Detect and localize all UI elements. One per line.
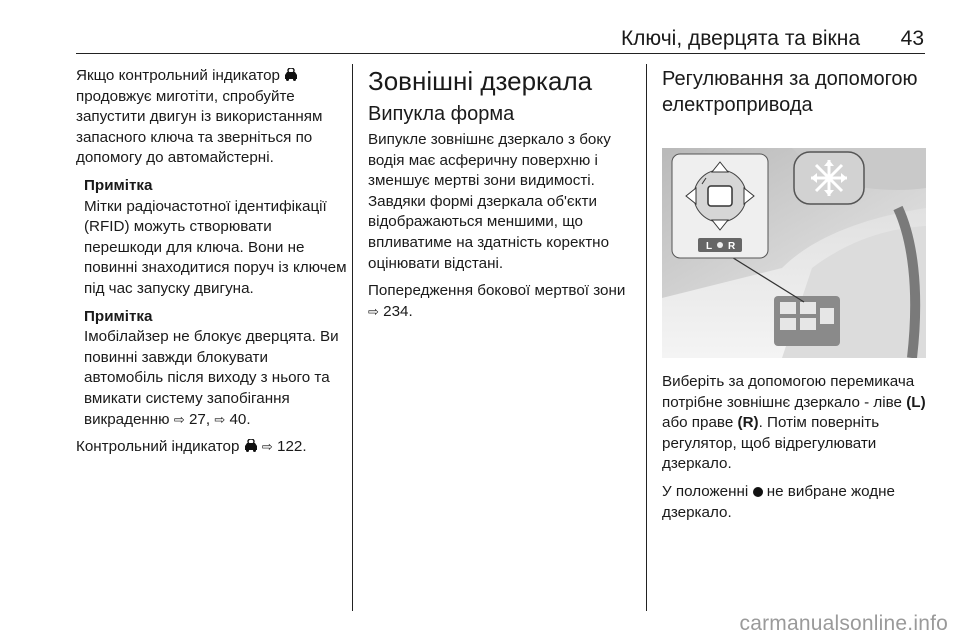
paragraph: Випукле зовнішнє дзеркало з боку водія має асферичну поверхню і зменшує мертві зони видимості. Завдяки формі дзеркала об'єкти відображаються меншими, що впливатиме на здатність коректно оцінювати відстані.: [368, 131, 611, 272]
column-3-text: [662, 372, 926, 530]
column-divider-1: [352, 64, 353, 611]
note-title: Примітка: [84, 176, 153, 194]
ref-arrow-icon: ⇨: [261, 439, 273, 455]
paragraph: У положенні не вибране жодне дзеркало.: [662, 482, 895, 521]
page-header: [0, 0, 960, 56]
note-block: [84, 176, 348, 300]
car-lock-icon: [244, 439, 258, 452]
page-link[interactable]: 40: [229, 410, 247, 428]
paragraph: Контрольний індикатор ⇨ 122.: [76, 438, 307, 456]
subsection-heading: Випукла форма: [368, 103, 515, 125]
page-number: 43: [900, 27, 924, 50]
paragraph: Виберіть за допомогою перемикача потрібне зовнішнє дзеркало - ліве (L) або праве (R). Потім поверніть регулятор, щоб відрегулювати дзеркало.: [662, 373, 926, 473]
page-link[interactable]: 27: [188, 410, 206, 428]
door-panel-illustration: [662, 148, 926, 358]
column-1: [76, 66, 348, 465]
page-link[interactable]: 122: [277, 438, 303, 456]
figure-label-right: R: [728, 241, 736, 252]
figure-label-left: L: [706, 241, 713, 252]
car-lock-icon: [284, 68, 298, 81]
ref-arrow-icon: ⇨: [214, 411, 226, 427]
neutral-position-dot-icon: [753, 487, 763, 497]
note-title: Примітка: [84, 307, 153, 325]
paragraph: Попередження бокової мертвої зони ⇨ 234.: [368, 282, 626, 320]
column-2: [368, 66, 640, 329]
ref-arrow-icon: ⇨: [173, 411, 185, 427]
header-rule: [76, 53, 925, 54]
paragraph: Якщо контрольний індикатор продовжує миготіти, спробуйте запустити двигун із використанням запасного ключа та зверніться по допомогу до автомайстерні.: [76, 67, 323, 167]
header-title: Ключі, дверцята та вікна: [620, 27, 860, 50]
column-3: [662, 66, 926, 128]
page-link[interactable]: 234: [383, 302, 409, 320]
ref-arrow-icon: ⇨: [368, 303, 379, 319]
mirror-control-figure: [662, 148, 926, 358]
column-divider-2: [646, 64, 647, 611]
section-heading: Регулювання за допомогою електропривода: [662, 68, 918, 116]
note-text: Мітки радіочастотної ідентифікації (RFID) можуть створювати перешкоди для ключа. Вони не повинні знаходитися поруч із ключем під час запуску двигуна.: [84, 197, 347, 297]
note-block: [84, 307, 348, 431]
note-text: Імобілайзер не блокує дверцята. Ви повинні завжди блокувати автомобіль після виходу з нього та вмикати систему запобігання викраденню ⇨ 27, ⇨ 40.: [84, 328, 339, 428]
section-heading: Зовнішні дзеркала: [368, 66, 593, 96]
watermark: carmanualsonline.info: [739, 612, 948, 635]
